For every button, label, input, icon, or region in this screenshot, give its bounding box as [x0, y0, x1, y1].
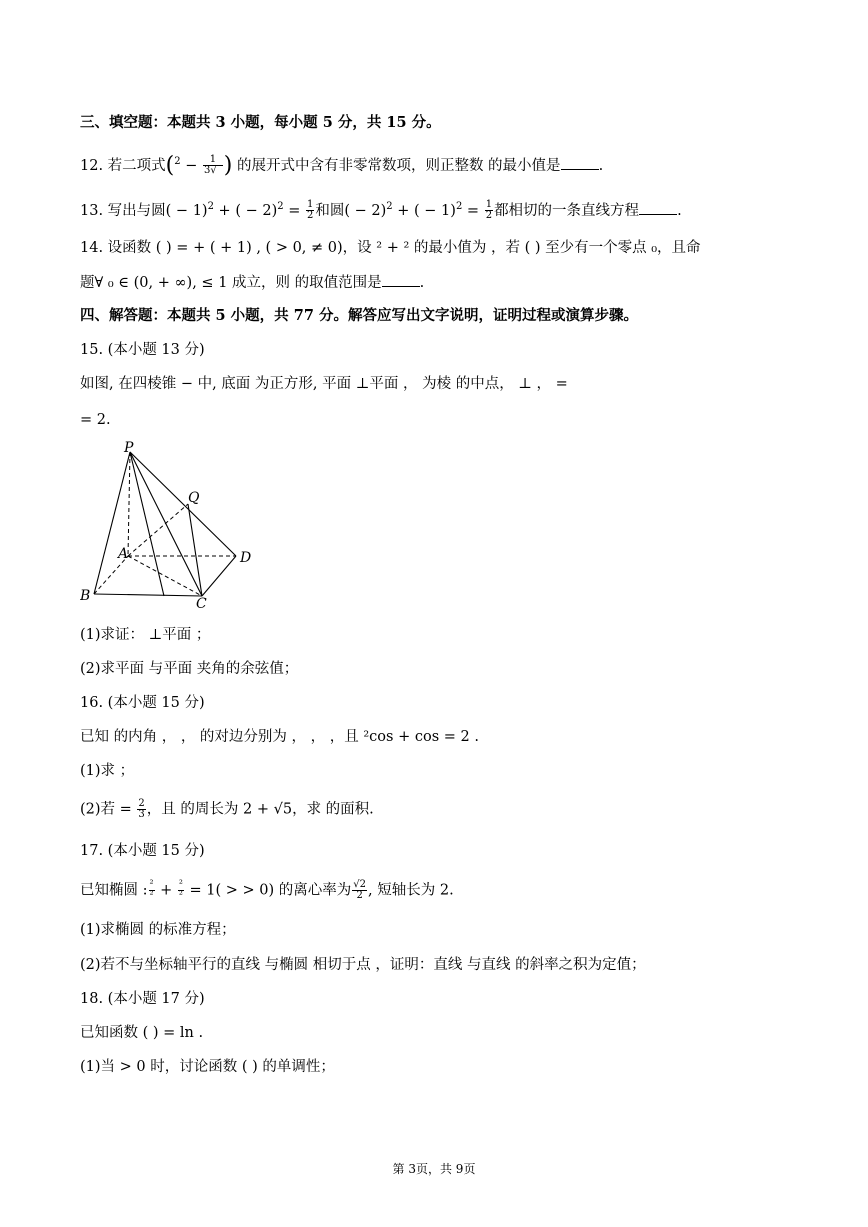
q12-paren-right: ) — [223, 152, 233, 178]
label-B: B — [80, 588, 91, 604]
q15-part-1: (1)求证： ⊥平面 ； — [80, 627, 211, 643]
q16-frac-num: 2 — [138, 798, 145, 809]
label-D: D — [240, 550, 252, 566]
q13-frac-2 — [485, 200, 493, 221]
q12-text-a: 12. 若二项式 — [80, 157, 166, 174]
q12-answer-blank — [561, 155, 599, 170]
q17-part-1: (1)求椭圆 的标准方程； — [80, 922, 236, 938]
q13-text-a: 13. 写出与圆( − 1) — [80, 202, 208, 219]
q12-frac-num: 1 — [203, 155, 223, 166]
q13-text-g: 都相切的一条直线方程 — [494, 202, 640, 219]
question-13 — [80, 197, 682, 221]
label-C: C — [196, 596, 207, 612]
section-4-heading: 四、解答题：本题共 5 小题，共 77 分。解答应写出文字说明，证明过程或演算步骤。 — [80, 307, 638, 324]
q13-frac-2-num: 1 — [485, 199, 493, 211]
q17-header: 17. (本小题 15 分) — [80, 843, 205, 859]
label-A: A — [118, 546, 129, 562]
q13-frac-1-den: 2 — [306, 210, 314, 222]
q17-plus: + — [155, 882, 177, 899]
edge-PA — [128, 452, 130, 556]
q16-line-1: 已知 的内角 ， ， 的对边分别为 ， ， ，且 ²cos + cos = 2 . — [80, 729, 479, 745]
q17-part-2: (2)若不与坐标轴平行的直线 与椭圆 相切于点 ，证明：直线 与直线 的斜率之积为定值； — [80, 957, 646, 973]
q18-part-1: (1)当 > 0 时，讨论函数 ( ) 的单调性； — [80, 1059, 335, 1075]
q13-eq-1: = — [283, 202, 305, 219]
q16-p2-text-a: (2)若 = — [80, 801, 137, 818]
q17-frac-2-num: ² — [178, 879, 183, 890]
q13-eq-2: = — [462, 202, 484, 219]
q16-p2-text-b: ，且 的周长为 2 + √5，求 的面积. — [146, 801, 374, 818]
q14-end: . — [419, 275, 425, 291]
q16-part-1: (1)求 ； — [80, 763, 135, 779]
q13-exp-4: 2 — [455, 201, 463, 212]
question-12 — [80, 152, 603, 176]
q12-exp: 2 — [174, 156, 181, 167]
question-14-line-2 — [80, 272, 424, 293]
q13-end: . — [677, 202, 682, 219]
q12-paren-left: ( — [165, 152, 175, 178]
q16-frac-den: 3 — [138, 809, 145, 820]
q17-frac-3 — [352, 880, 367, 901]
q12-frac-den: 3√‾ — [204, 165, 222, 177]
edge-PQ-line — [130, 452, 164, 596]
edge-BC — [94, 594, 202, 596]
q13-frac-2-den: 2 — [485, 210, 493, 222]
q14-answer-blank — [382, 272, 420, 287]
q15-part-2: (2)求平面 与平面 夹角的余弦值； — [80, 661, 299, 677]
q12-frac — [203, 155, 223, 176]
q16-frac — [137, 799, 145, 820]
pyramid-figure — [80, 440, 270, 612]
q13-exp-3: 2 — [386, 201, 393, 212]
q17-frac-1-den: ² — [149, 890, 154, 901]
q12-end: . — [598, 157, 604, 174]
q18-line-1: 已知函数 ( ) = ln . — [80, 1025, 204, 1041]
edge-PB — [94, 452, 130, 594]
edge-CD — [202, 556, 236, 596]
q13-text-e: + ( − 1) — [392, 202, 456, 219]
q17-frac-1-num: ² — [149, 879, 154, 890]
q17-frac-2 — [178, 880, 184, 901]
q13-text-d: 和圆( − 2) — [315, 202, 387, 219]
question-14-line-1: 14. 设函数 ( ) = + ( + 1) , ( > 0, ≠ 0)，设 ² + ² 的最小值为 ，若 ( ) 至少有一个零点 ₀，且命 — [80, 240, 701, 256]
label-P: P — [124, 440, 134, 456]
q13-text-b: + ( − 2) — [213, 202, 278, 219]
edge-AC — [128, 556, 202, 596]
q13-exp-1: 2 — [207, 201, 214, 212]
q17-text-b: = 1( > > 0) 的离心率为 — [184, 882, 352, 899]
q17-frac-3-den: 2 — [356, 890, 363, 901]
q15-line-1: 如图, 在四棱锥 − 中, 底面 为正方形, 平面 ⊥平面 ， 为棱 的中点， ⊥ ， = — [80, 376, 568, 392]
q17-frac-2-den: ² — [178, 890, 183, 901]
label-Q: Q — [188, 490, 200, 506]
edge-AQ — [128, 504, 188, 556]
q13-frac-1 — [306, 200, 314, 221]
q17-text-c: , 短轴长为 2. — [368, 882, 454, 899]
q12-minus: − — [180, 157, 203, 174]
q14-text: 题∀ ₀ ∈ (0, + ∞), ≤ 1 成立，则 的取值范围是 — [80, 275, 382, 291]
section-3-heading: 三、填空题：本题共 3 小题，每小题 5 分，共 15 分。 — [80, 114, 441, 131]
page-footer: 第 3页，共 9页 — [392, 1162, 476, 1176]
q16-part-2 — [80, 799, 374, 820]
q13-exp-2: 2 — [277, 201, 284, 212]
q17-frac-1 — [149, 880, 155, 901]
q17-frac-3-num: √2 — [353, 879, 367, 890]
q17-text-a: 已知椭圆 : — [80, 882, 148, 899]
q12-text-b: 的展开式中含有非零常数项，则正整数 的最小值是 — [232, 157, 561, 174]
q13-frac-1-num: 1 — [306, 199, 314, 211]
q15-header: 15. (本小题 13 分) — [80, 342, 205, 358]
q13-answer-blank — [639, 200, 677, 215]
q15-line-2: = 2. — [80, 412, 111, 428]
q17-line-1 — [80, 880, 454, 901]
q18-header: 18. (本小题 17 分) — [80, 991, 205, 1007]
q16-header: 16. (本小题 15 分) — [80, 695, 205, 711]
